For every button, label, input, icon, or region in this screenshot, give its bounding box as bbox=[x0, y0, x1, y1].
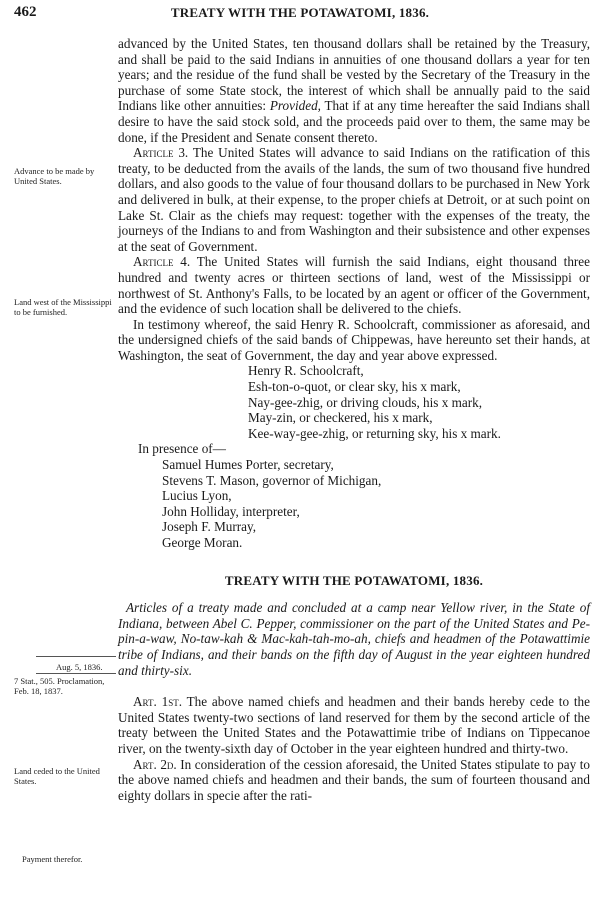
margin-note-statute: 7 Stat., 505. Proclamation, Feb. 18, 1837. bbox=[14, 676, 105, 696]
article-4 bbox=[118, 254, 590, 316]
article-4-label: Article 4. bbox=[133, 254, 191, 270]
article-2d-label: Art. 2d. bbox=[133, 756, 177, 772]
article-2d-text: In consideration of the cession aforesaid, the United States stipulate to pay to the above named chiefs and headmen and their bands, the sum of fourteen thousand and eighty dollars in specie after the rati- bbox=[118, 756, 591, 803]
article-1st bbox=[118, 694, 590, 756]
article-1st-text: The above named chiefs and headmen and their bands hereby cede to the United States twenty-two sections of land reserved for them by the second article of the treaty between the United States and the Potawattimie tribe of Indians on Tippecanoe river, on the twenty-sixth day of October in the year eighteen hundred and thirty-two. bbox=[118, 694, 590, 756]
article-2d bbox=[118, 757, 590, 804]
main-text bbox=[118, 36, 590, 803]
treaty-title: TREATY WITH THE POTAWATOMI, 1836. bbox=[224, 572, 484, 588]
margin-note-payment: Payment therefor. bbox=[22, 854, 83, 864]
witness-line: Joseph F. Murray, bbox=[162, 519, 257, 535]
margin-note-date: Aug. 5, 1836. bbox=[56, 662, 103, 672]
witness-line: John Holliday, interpreter, bbox=[162, 503, 300, 519]
signatory-line: Esh-ton-o-quot, or clear sky, his x mark, bbox=[248, 379, 461, 395]
witness-line: Lucius Lyon, bbox=[162, 488, 232, 504]
signatory-list bbox=[118, 363, 590, 441]
article-3 bbox=[118, 145, 590, 254]
witness-line: Samuel Humes Porter, secretary, bbox=[162, 457, 334, 473]
article-4-text: The United States will furnish the said Indians, eight thousand three hundred and twenty acres or thirteen sections of land, west of the Mississippi or northwest of St. Anthony's Falls, to be located by an agent or officer of the Government, and the evidence of such location shall be delivered to the chiefs. bbox=[118, 254, 591, 317]
proviso-word: Provided, bbox=[269, 98, 321, 114]
treaty-preamble: Articles of a treaty made and concluded at a camp near Yellow river, in the State of Indiana, between Abel C. Pepper, commissioner on the part of the United States and Pe-pin-a-waw, No-taw-kah & Mac-kah-tah-mo-ah, chiefs and headmen of the Potawattimie tribe of Indians, and their bands on the fifth day of August in the year eighteen hundred and thirty-six. bbox=[118, 600, 590, 678]
witness-line: George Moran. bbox=[162, 535, 243, 550]
witness-line: Stevens T. Mason, governor of Michigan, bbox=[162, 472, 382, 488]
article-1st-label: Art. 1st. bbox=[133, 694, 182, 710]
signatory-line: Kee-way-gee-zhig, or returning sky, his x mark. bbox=[248, 425, 501, 441]
margin-note-land-ceded: Land ceded to the United States. bbox=[14, 766, 100, 786]
presence-label: In presence of— bbox=[138, 441, 226, 457]
witness-list bbox=[118, 457, 590, 551]
margin-note-land-west: Land west of the Mississippi to be furnished. bbox=[14, 297, 112, 317]
continuation-text: advanced by the United States, ten thousand dollars shall be retained by the Treasury, and shall be paid to the said Indians in annuities of one thousand dollars a year for ten years; and the residue of the fund shall be vested by the Secretary of the Treasury in the purchase of some State stock, the interest of which shall be annually paid to the said Indians like other annuities: bbox=[118, 36, 590, 114]
signatory-line: Henry R. Schoolcraft, bbox=[248, 363, 364, 379]
margin-note-advance: Advance to be made by United States. bbox=[14, 166, 95, 186]
margin-rule bbox=[36, 656, 116, 657]
margin-rule bbox=[36, 673, 116, 674]
continuation-paragraph bbox=[118, 36, 590, 145]
testimony-paragraph: In testimony whereof, the said Henry R. Schoolcraft, commissioner as aforesaid, and the undersigned chiefs of the said bands of Chippewas, have hereunto set their hands, at Washington, the seat of Government, the day and year above expressed. bbox=[118, 316, 590, 363]
page-header bbox=[14, 4, 586, 22]
signatory-line: May-zin, or checkered, his x mark, bbox=[248, 410, 433, 426]
page-number: 462 bbox=[14, 4, 37, 20]
signatory-line: Nay-gee-zhig, or driving clouds, his x mark, bbox=[248, 394, 483, 410]
continuation-text-2: That if at any time hereafter the said Indians shall desire to have the said stock sold, and the proceeds paid over to them, the same may be done, if the President and Senate consent thereto. bbox=[118, 98, 591, 145]
article-3-text: The United States will advance to said Indians on the ratification of this treaty, to be deducted from the avails of the lands, the sum of two thousand five hundred dollars, and also goods to the value of four thousand dollars to be purchased in New York and delivered in bulk, at their expense, to the proper chiefs at Detroit, or at such point on Lake St. Clair as the chiefs may request: together with the expenses of the treaty, the journeys of the Indians to and from Washington and their subsistence and other expenses at the seat of Government. bbox=[118, 145, 591, 254]
running-title: TREATY WITH THE POTAWATOMI, 1836. bbox=[170, 5, 430, 20]
article-3-label: Article 3. bbox=[133, 145, 189, 161]
